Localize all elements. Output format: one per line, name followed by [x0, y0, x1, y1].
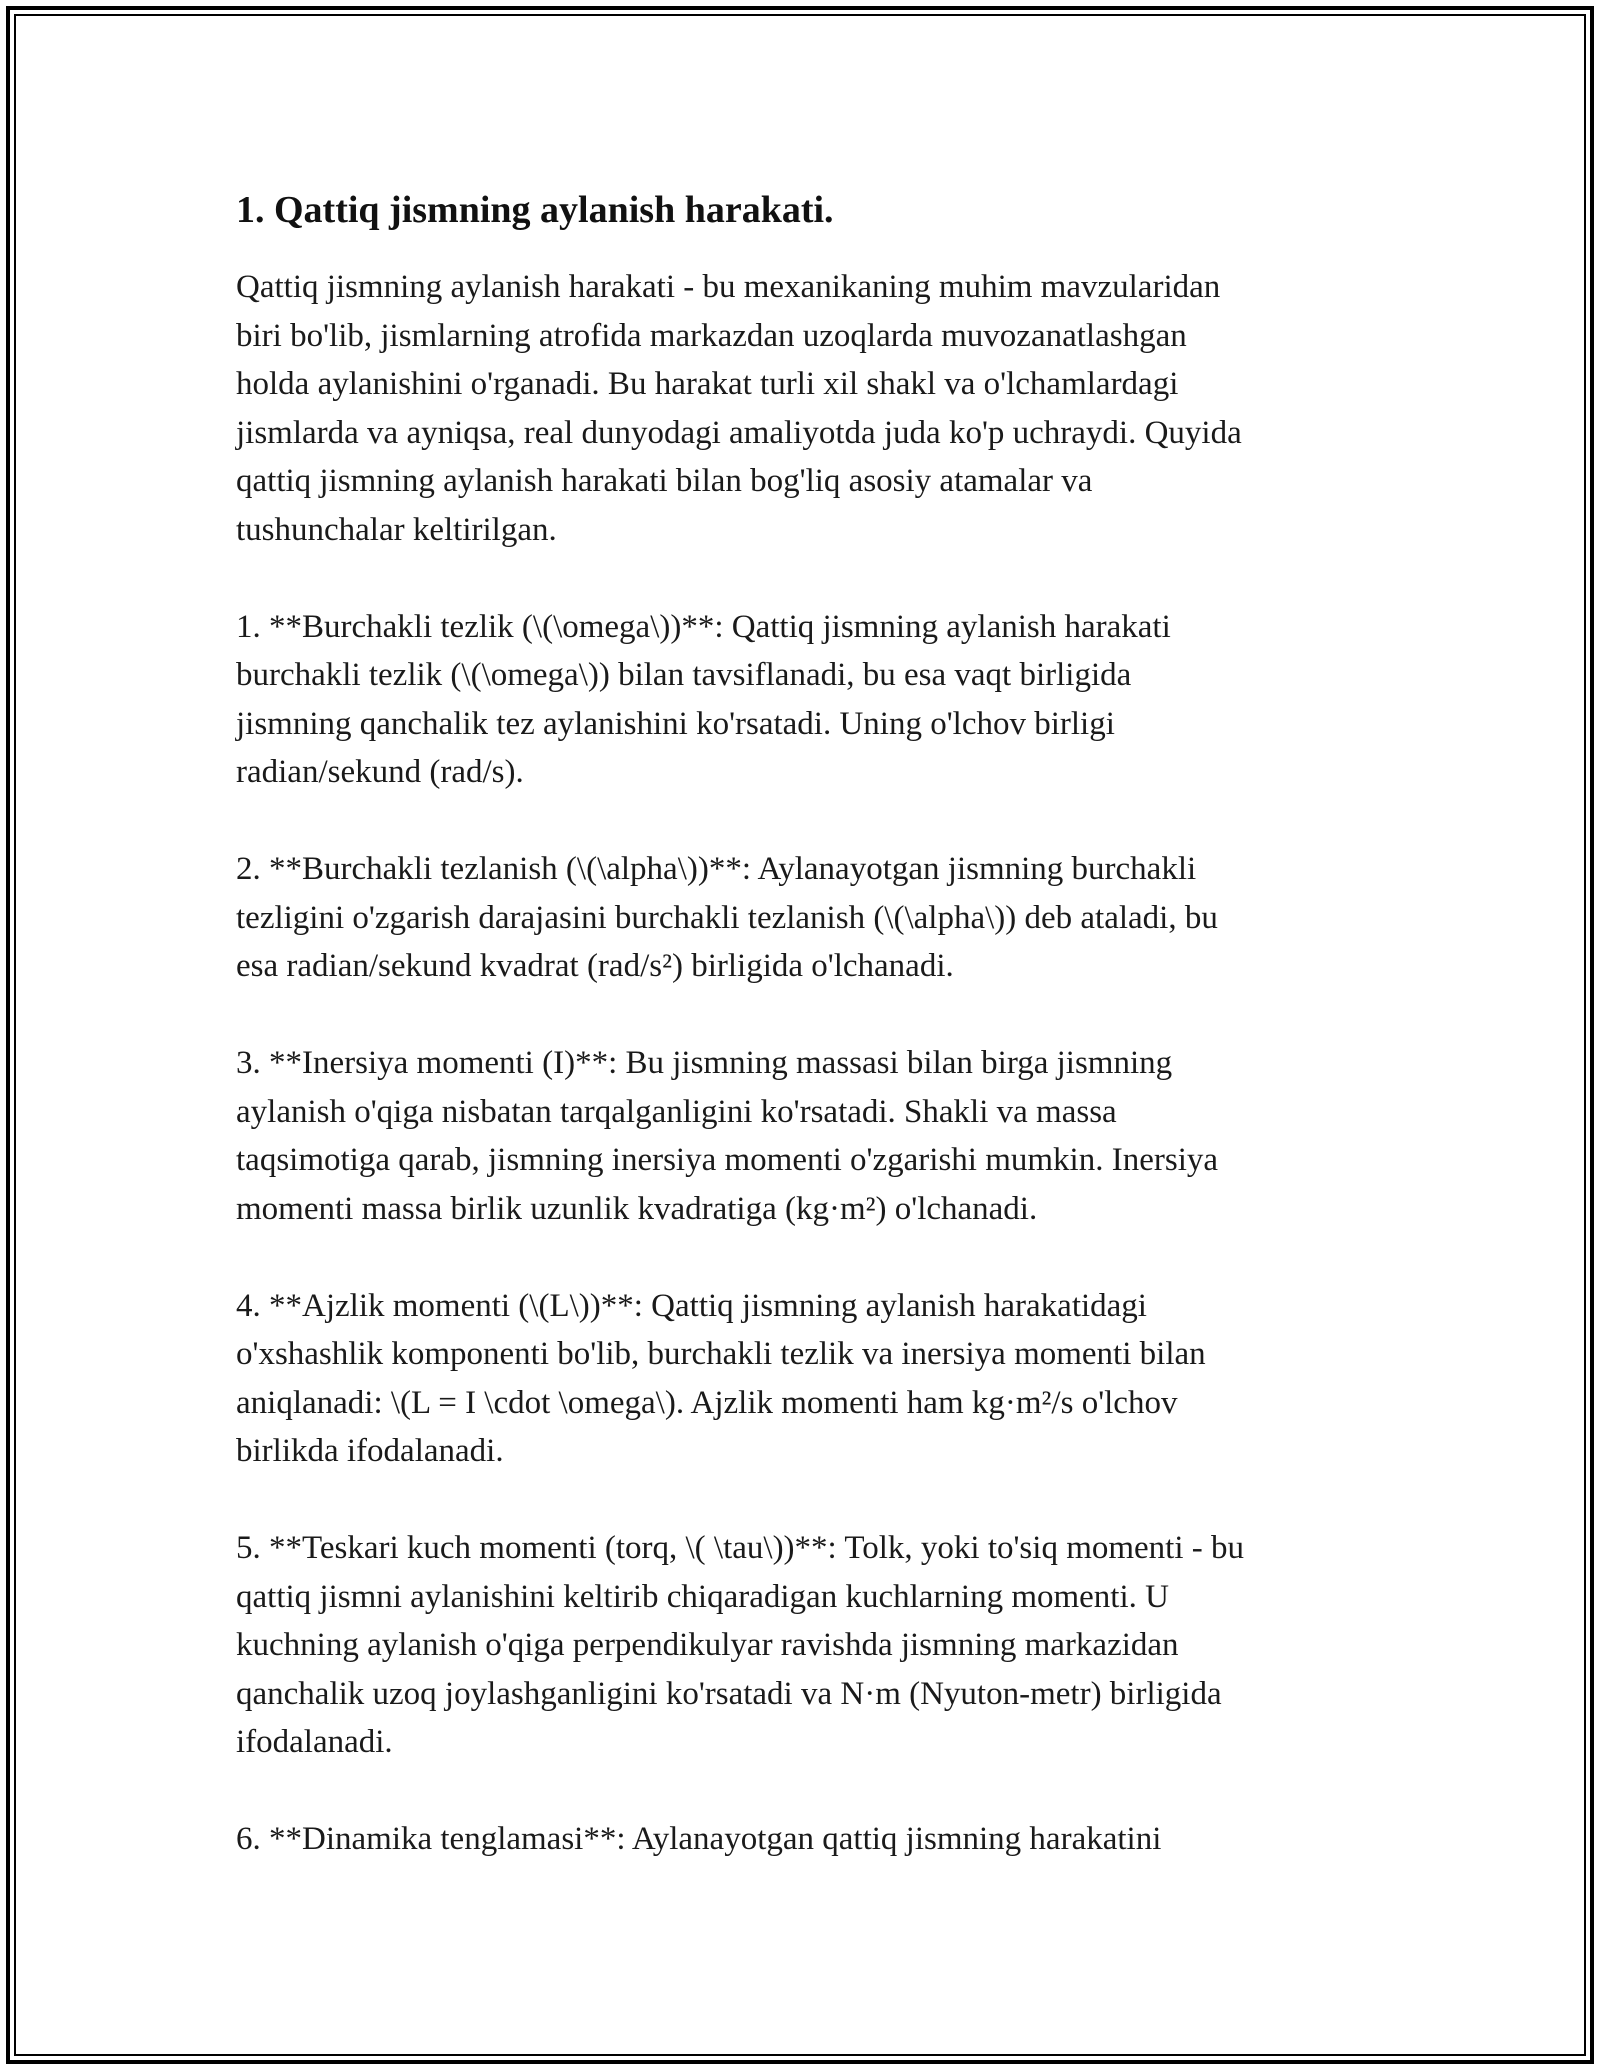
- list-item-angular-acceleration: 2. **Burchakli tezlanish (\(\alpha\))**: Aylanayotgan jismning burchakli tezligini o'zgarish darajasini burchakli tezlanish (\(\alpha\)) deb ataladi, bu esa radian/sekund kvadrat (rad/s²) birligida o'lchanadi.: [236, 851, 1218, 985]
- list-item-angular-velocity: 1. **Burchakli tezlik (\(\omega\))**: Qattiq jismning aylanish harakati burchakli tezlik (\(\omega\)) bilan tavsiflanadi, bu esa vaqt birligida jismning qanchalik tez aylanishini ko'rsatadi. Uning o'lchov birligi radian/sekund (rad/s).: [236, 608, 1171, 791]
- document-body: [236, 186, 1376, 1912]
- intro-paragraph: Qattiq jismning aylanish harakati - bu mexanikaning muhim mavzularidan biri bo'lib, jismlarning atrofida markazdan uzoqlarda muvozanatlashgan holda aylanishini o'rganadi. Bu harakat turli xil shakl va o'lchamlardagi jismlarda va ayniqsa, real dunyodagi amaliyotda juda ko'p uchraydi. Quyida qattiq jismning aylanish harakati bilan bog'liq asosiy atamalar va tushunchalar keltirilgan.: [236, 269, 1242, 548]
- list-item-moment-of-inertia: 3. **Inersiya momenti (I)**: Bu jismning massasi bilan birga jismning aylanish o'qiga nisbatan tarqalganligini ko'rsatadi. Shakli va massa taqsimotiga qarab, jismning inersiya momenti o'zgarishi mumkin. Inersiya momenti massa birlik uzunlik kvadratiga (kg·m²) o'lchanadi.: [236, 1045, 1219, 1227]
- list-item-angular-momentum: 4. **Ajzlik momenti (\(L\))**: Qattiq jismning aylanish harakatidagi o'xshashlik komponenti bo'lib, burchakli tezlik va inersiya momenti bilan aniqlanadi: \(L = I \cdot \omega\). Ajzlik momenti ham kg·m²/s o'lchov birlikda ifodalanadi.: [236, 1287, 1206, 1470]
- list-item-dynamics-equation: 6. **Dinamika tenglamasi**: Aylanayotgan qattiq jismning harakatini: [236, 1821, 1162, 1858]
- list-item-torque: 5. **Teskari kuch momenti (torq, \( \tau\))**: Tolk, yoki to'siq momenti - bu qattiq jismni aylanishini keltirib chiqaradigan kuchlarning momenti. U kuchning aylanish o'qiga perpendikulyar ravishda jismning markazidan qanchalik uzoq joylashganligini ko'rsatadi va N·m (Nyuton-metr) birligida ifodalanadi.: [236, 1530, 1244, 1761]
- document-title: 1. Qattiq jismning aylanish harakati.: [236, 189, 834, 231]
